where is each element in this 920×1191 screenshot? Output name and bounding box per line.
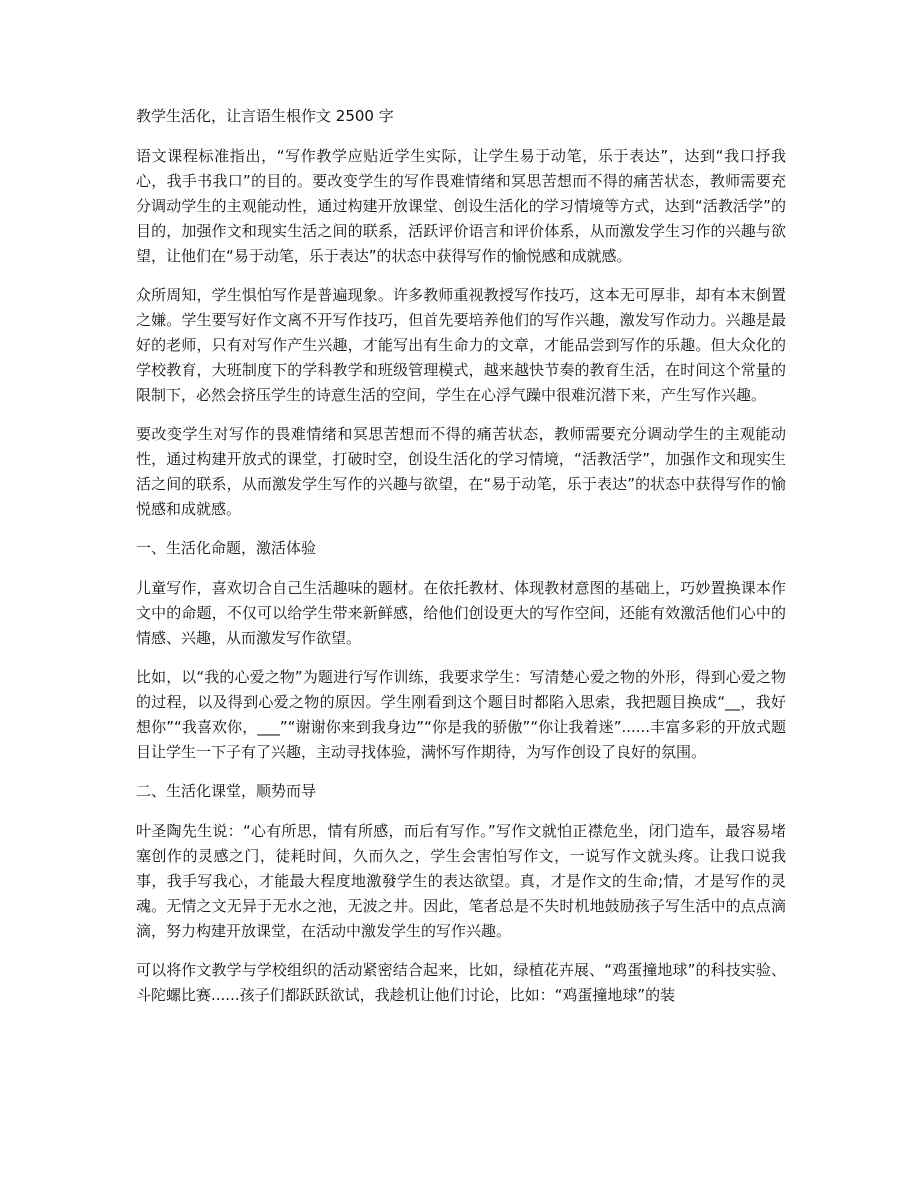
paragraph-intro-2: 众所周知，学生惧怕写作是普遍现象。许多教师重视教授写作技巧，这本无可厚非，却有本末倒置之嫌。学生要写好作文离不开写作技巧，但首先要培养他们的写作兴趣，激发写作动力。兴趣是最好的老师，只有对写作产生兴趣，才能写出有生命力的文章，才能品尝到写作的乐趣。但大众化的学校教育，大班制度下的学科教学和班级管理模式，越来越快节奏的教育生活，在时间这个常量的限制下，必然会挤压学生的诗意生活的空间，学生在心浮气躁中很难沉潜下来，产生写作兴趣。	[136, 286, 786, 404]
section-heading-1: 一、生活化命题，激活体验	[136, 539, 317, 557]
section-heading-2: 二、生活化课堂，顺势而导	[136, 782, 317, 800]
paragraph-intro-1: 语文课程标准指出，“写作教学应贴近学生实际，让学生易于动笔，乐于表达”，达到“我口抒我心，我手书我口”的目的。要改变学生的写作畏难情绪和冥思苦想而不得的痛苦状态，教师需要充分调动学生的主观能动性，通过构建开放课堂、创设生活化的学习情境等方式，达到“活教活学”的目的，加强作文和现实生活之间的联系，活跃评价语言和评价体系，从而激发学生习作的兴趣与欲望，让他们在“易于动笔，乐于表达”的状态中获得写作的愉悦感和成就感。	[136, 147, 786, 265]
paragraph-intro-3: 要改变学生对写作的畏难情绪和冥思苦想而不得的痛苦状态，教师需要充分调动学生的主观能动性，通过构建开放式的课堂，打破时空，创设生活化的学习情境，“活教活学”，加强作文和现实生活之间的联系，从而激发学生写作的兴趣与欲望，在“易于动笔，乐于表达”的状态中获得写作的愉悦感和成就感。	[136, 425, 786, 518]
section2-paragraph-1: 叶圣陶先生说：“心有所思，情有所感，而后有写作。”写作文就怕正襟危坐，闭门造车，最容易堵塞创作的灵感之门，徒耗时间，久而久之，学生会害怕写作文，一说写作文就头疼。让我口说我事，我手写我心，才能最大程度地激發学生的表达欲望。真，才是作文的生命;情，才是写作的灵魂。无情之文无异于无水之池，无波之井。因此，笔者总是不失时机地鼓励孩子写生活中的点点滴滴，努力构建开放课堂，在活动中激发学生的写作兴趣。	[136, 822, 786, 940]
document-title: 教学生活化，让言语生根作文 2500 字	[136, 107, 394, 125]
document-page	[136, 104, 786, 1022]
section2-paragraph-2: 可以将作文教学与学校组织的活动紧密结合起来，比如，绿植花卉展、“鸡蛋撞地球”的科技实验、斗陀螺比赛......孩子们都跃跃欲试，我趁机让他们讨论，比如：“鸡蛋撞地球”的装	[136, 961, 786, 1004]
section1-paragraph-2: 比如，以“我的心爱之物”为题进行写作训练，我要求学生：写清楚心爱之物的外形，得到心爱之物的过程，以及得到心爱之物的原因。学生刚看到这个题目时都陷入思索，我把题目换成“__，我好想你”“我喜欢你，___”“谢谢你来到我身边”“你是我的骄傲”“你让我着迷”......丰富多彩的开放式题目让学生一下子有了兴趣，主动寻找体验，满怀写作期待，为写作创设了良好的氛围。	[136, 668, 786, 761]
section1-paragraph-1: 儿童写作，喜欢切合自己生活趣味的题材。在依托教材、体现教材意图的基础上，巧妙置换课本作文中的命题，不仅可以给学生带来新鲜感，给他们创设更大的写作空间，还能有效激活他们心中的情感、兴趣，从而激发写作欲望。	[136, 579, 786, 647]
